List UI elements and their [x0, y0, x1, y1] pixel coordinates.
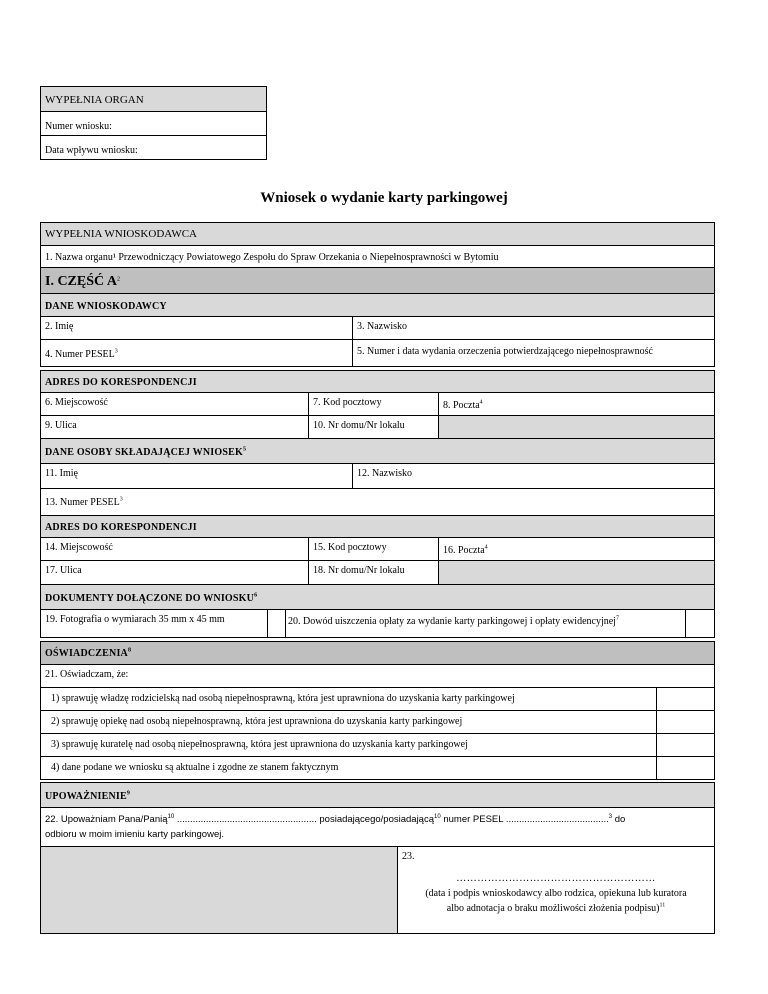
application-number-field[interactable]: [40, 111, 267, 136]
signature-caption-1: (data i podpis wnioskodawcy albo rodzica, opiekuna lub kuratora: [425, 888, 687, 899]
certificate-label: 5. Numer i data wydania orzeczenia potwierdzającego niepełnosprawność: [357, 346, 653, 357]
submitter-first-name-field[interactable]: [40, 463, 353, 489]
section-documents: [40, 584, 715, 610]
photo-document-field: [40, 609, 268, 638]
applicant-header-text: WYPEŁNIA WNIOSKODAWCA: [45, 228, 197, 240]
authority-name-label: 1. Nazwa organu¹ Przewodniczący Powiatowego Zespołu do Spraw Orzekania o Niepełnosprawności w Bytomiu: [45, 252, 499, 263]
section-submitter-footnote: 5: [242, 446, 247, 453]
receipt-date-field[interactable]: [40, 135, 267, 160]
signature-caption-2: [402, 903, 710, 915]
application-number-label: Numer wniosku:: [45, 121, 112, 132]
submitter-postal-code-field[interactable]: [308, 537, 439, 561]
statement-text: 4) dane podane we wniosku są aktualne i zgodne ze stanem faktycznym: [51, 762, 339, 773]
city-field[interactable]: [40, 392, 309, 416]
authorization-line-1: [45, 812, 710, 827]
authorization-text-4: do: [612, 814, 626, 825]
section-statements-footnote: 8: [127, 647, 132, 654]
submitter-post-office-field[interactable]: [438, 537, 715, 561]
first-name-field[interactable]: [40, 316, 353, 340]
submitter-pesel-label: 13. Numer PESEL: [45, 497, 120, 508]
section-address-1: [40, 370, 715, 393]
authorization-footnote-3: 3: [608, 813, 613, 820]
signature-field[interactable]: [397, 846, 715, 934]
street-field[interactable]: [40, 415, 309, 439]
signature-caption-2-text: albo adnotacja o braku możliwości złożenia podpisu): [446, 903, 660, 914]
payment-document-footnote: 7: [615, 615, 619, 622]
post-office-field[interactable]: [438, 392, 715, 416]
section-address-1-label: ADRES DO KORESPONDENCJI: [45, 377, 197, 388]
submitter-last-name-label: 12. Nazwisko: [357, 468, 412, 479]
statement-text: 1) sprawuję władzę rodzicielską nad osobą niepełnosprawną, która jest uprawniona do uzyskania karty parkingowej: [51, 693, 515, 704]
payment-document-field: [285, 609, 686, 638]
submitter-post-office-footnote: 4: [484, 544, 488, 551]
signature-blank-cell: [40, 846, 398, 934]
section-submitter-data: [40, 438, 715, 464]
section-applicant-data-label: DANE WNIOSKODAWCY: [45, 301, 167, 312]
section-statements-label: OŚWIADCZENIA: [45, 648, 128, 659]
pesel-field[interactable]: [40, 339, 353, 367]
section-authorization: [40, 782, 715, 808]
organ-header-text: WYPEŁNIA ORGAN: [45, 94, 144, 106]
last-name-field[interactable]: [352, 316, 715, 340]
signature-dots: …………………………………………………: [456, 873, 656, 884]
statement-checkbox[interactable]: [656, 710, 715, 734]
post-office-label: 8. Poczta: [443, 400, 480, 411]
section-statements: [40, 641, 715, 665]
authorization-line-2: odbioru w moim imieniu karty parkingowej.: [45, 829, 224, 840]
statement-row: [40, 756, 657, 780]
section-address-2: [40, 515, 715, 538]
part-a-header: [40, 267, 715, 294]
last-name-label: 3. Nazwisko: [357, 321, 407, 332]
submitter-pesel-footnote: 3: [119, 496, 123, 503]
street-label: 9. Ulica: [45, 420, 77, 431]
authorization-footnote-1: 10: [167, 813, 175, 820]
statements-intro: [40, 664, 715, 688]
receipt-date-label: Data wpływu wniosku:: [45, 145, 138, 156]
section-documents-label: DOKUMENTY DOŁĄCZONE DO WNIOSKU: [45, 593, 255, 604]
submitter-pesel-field[interactable]: [40, 488, 715, 516]
post-office-footnote: 4: [479, 399, 483, 406]
payment-checkbox[interactable]: [685, 609, 715, 638]
statement-text: 3) sprawuję kuratelę nad osobą niepełnosprawną, która jest uprawniona do uzyskania karty parkingowej: [51, 739, 468, 750]
certificate-field[interactable]: [352, 339, 715, 367]
submitter-city-label: 14. Miejscowość: [45, 542, 113, 553]
authorization-footnote-2: 10: [434, 813, 441, 820]
submitter-street-field[interactable]: [40, 560, 309, 585]
photo-checkbox[interactable]: [267, 609, 286, 638]
section-address-2-label: ADRES DO KORESPONDENCJI: [45, 522, 197, 533]
pesel-footnote: 3: [114, 348, 118, 355]
submitter-first-name-label: 11. Imię: [45, 468, 78, 479]
section-submitter-label: DANE OSOBY SKŁADAJĄCEJ WNIOSEK: [45, 447, 243, 458]
statement-checkbox[interactable]: [656, 687, 715, 711]
submitter-house-number-label: 18. Nr domu/Nr lokalu: [313, 565, 405, 576]
signature-footnote: 11: [659, 902, 666, 909]
form-title: Wniosek o wydanie karty parkingowej: [260, 190, 508, 206]
authorization-field[interactable]: [40, 807, 715, 847]
section-documents-footnote: 6: [254, 592, 258, 599]
organ-header: [40, 86, 267, 112]
submitter-post-office-label: 16. Poczta: [443, 545, 485, 556]
address-2-blank-cell: [438, 560, 715, 585]
statement-row: [40, 733, 657, 757]
submitter-house-number-field[interactable]: [308, 560, 439, 585]
submitter-street-label: 17. Ulica: [45, 565, 82, 576]
part-a-footnote: 2: [116, 276, 120, 283]
house-number-field[interactable]: [308, 415, 439, 439]
city-label: 6. Miejscowość: [45, 397, 108, 408]
applicant-header: [40, 222, 715, 246]
first-name-label: 2. Imię: [45, 321, 74, 332]
house-number-label: 10. Nr domu/Nr lokalu: [313, 420, 405, 431]
authority-name-field[interactable]: [40, 245, 715, 268]
authorization-text-2: ..................................................... posiadającego/posiadającą: [174, 814, 435, 825]
authorization-text-1: 22. Upoważniam Pana/Panią: [45, 814, 168, 825]
statement-text: 2) sprawuję opiekę nad osobą niepełnosprawną, która jest uprawniona do uzyskania karty parkingowej: [51, 716, 463, 727]
section-authorization-label: UPOWAŻNIENIE: [45, 791, 127, 802]
section-applicant-data: [40, 293, 715, 317]
statements-intro-label: 21. Oświadczam, że:: [45, 669, 129, 680]
payment-document-label: 20. Dowód uiszczenia opłaty za wydanie karty parkingowej i opłaty ewidencyjnej: [288, 616, 616, 627]
postal-code-label: 7. Kod pocztowy: [313, 397, 382, 408]
submitter-city-field[interactable]: [40, 537, 309, 561]
statement-checkbox[interactable]: [656, 733, 715, 757]
part-a-label: I. CZĘŚĆ A: [45, 274, 117, 289]
authorization-text-3: numer PESEL .......................................: [440, 814, 609, 825]
statement-row: [40, 687, 657, 711]
submitter-last-name-field[interactable]: [352, 463, 715, 489]
pesel-label: 4. Numer PESEL: [45, 349, 115, 360]
submitter-postal-code-label: 15. Kod pocztowy: [313, 542, 387, 553]
photo-document-label: 19. Fotografia o wymiarach 35 mm x 45 mm: [45, 614, 225, 625]
signature-number: 23.: [402, 851, 415, 862]
postal-code-field[interactable]: [308, 392, 439, 416]
address-1-blank-cell: [438, 415, 715, 439]
section-authorization-footnote: 9: [126, 790, 131, 797]
statement-checkbox[interactable]: [656, 756, 715, 780]
statement-row: [40, 710, 657, 734]
